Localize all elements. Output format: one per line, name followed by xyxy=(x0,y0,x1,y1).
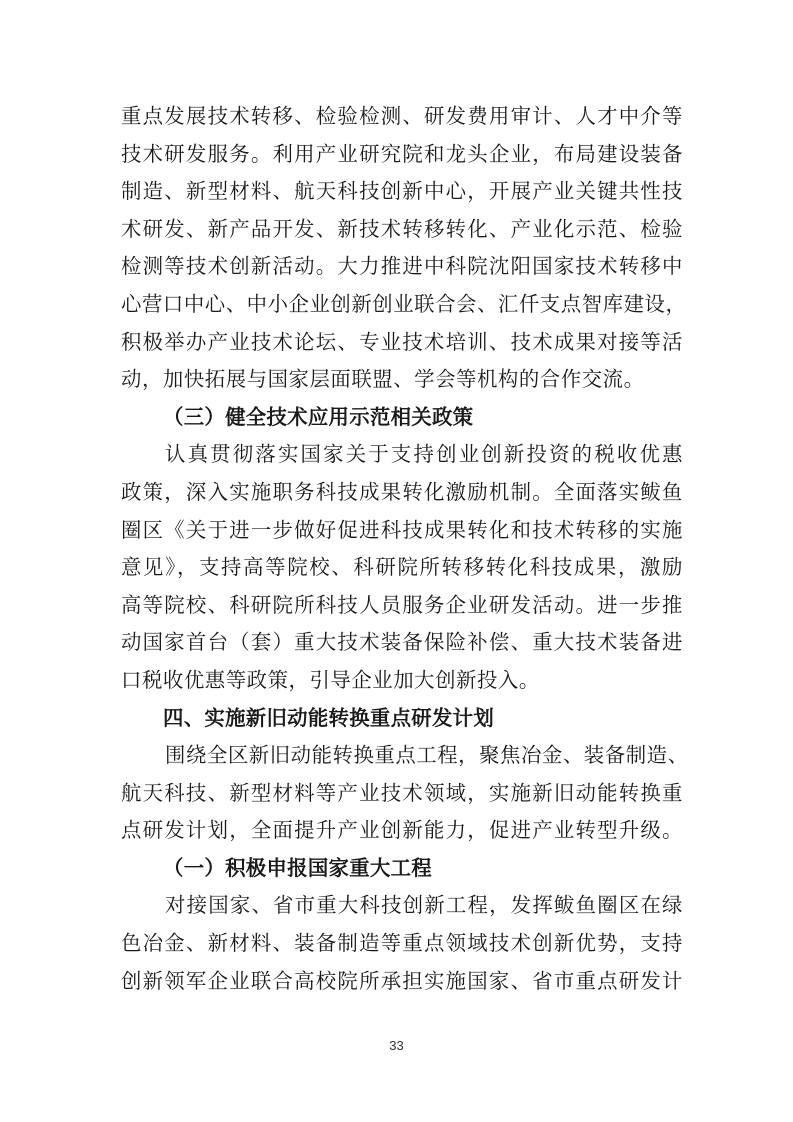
body-text-line: 术研发、新产品开发、新技术转移转化、产业化示范、检验 xyxy=(121,216,683,241)
body-text-line: 积极举办产业技术论坛、专业技术培训、技术成果对接等活 xyxy=(121,329,683,354)
body-text-line: 圈区《关于进一步做好促进科技成果转化和技术转移的实施 xyxy=(121,517,683,542)
body-text-line: 心营口中心、中小企业创新创业联合会、汇仟支点智库建设， xyxy=(121,291,687,316)
body-text-line: 色冶金、新材料、装备制造等重点领域技术创新优势，支持 xyxy=(121,931,683,956)
section-heading: （一）积极申报国家重大工程 xyxy=(163,855,432,880)
body-text-line: 对接国家、省市重大科技创新工程，发挥鲅鱼圈区在绿 xyxy=(165,893,683,918)
body-text-line: 重点发展技术转移、检验检测、研发费用审计、人才中介等 xyxy=(121,104,683,128)
body-text-line: 口税收优惠等政策，引导企业加大创新投入。 xyxy=(121,667,540,692)
body-text-line: 高等院校、科研院所科技人员服务企业研发活动。进一步推 xyxy=(121,592,683,617)
page-number: 33 xyxy=(389,1038,404,1053)
body-text-line: 认真贯彻落实国家关于支持创业创新投资的税收优惠 xyxy=(165,442,683,467)
body-text-line: 技术研发服务。利用产业研究院和龙头企业，布局建设装备 xyxy=(121,141,683,166)
body-text-line: 意见》，支持高等院校、科研院所转移转化科技成果，激励 xyxy=(121,555,683,580)
body-text-line: 围绕全区新旧动能转换重点工程，聚焦冶金、装备制造、 xyxy=(165,743,689,768)
body-text-line: 创新领军企业联合高校院所承担实施国家、省市重点研发计 xyxy=(121,968,683,993)
body-text-line: 制造、新型材料、航天科技创新中心，开展产业关键共性技 xyxy=(121,179,683,204)
body-text-line: 检测等技术创新活动。大力推进中科院沈阳国家技术转移中 xyxy=(121,254,683,279)
body-text-line: 点研发计划，全面提升产业创新能力，促进产业转型升级。 xyxy=(121,818,683,843)
section-heading: 四、实施新旧动能转换重点研发计划 xyxy=(163,705,495,730)
body-text-line: 航天科技、新型材料等产业技术领域，实施新旧动能转换重 xyxy=(121,780,683,805)
section-heading: （三）健全技术应用示范相关政策 xyxy=(163,404,474,429)
body-text-line: 动，加快拓展与国家层面联盟、学会等机构的合作交流。 xyxy=(121,367,645,392)
body-text-line: 政策，深入实施职务科技成果转化激励机制。全面落实鲅鱼 xyxy=(121,479,683,504)
document-body xyxy=(121,98,689,1000)
body-text-line: 动国家首台（套）重大技术装备保险补偿、重大技术装备进 xyxy=(121,630,683,655)
